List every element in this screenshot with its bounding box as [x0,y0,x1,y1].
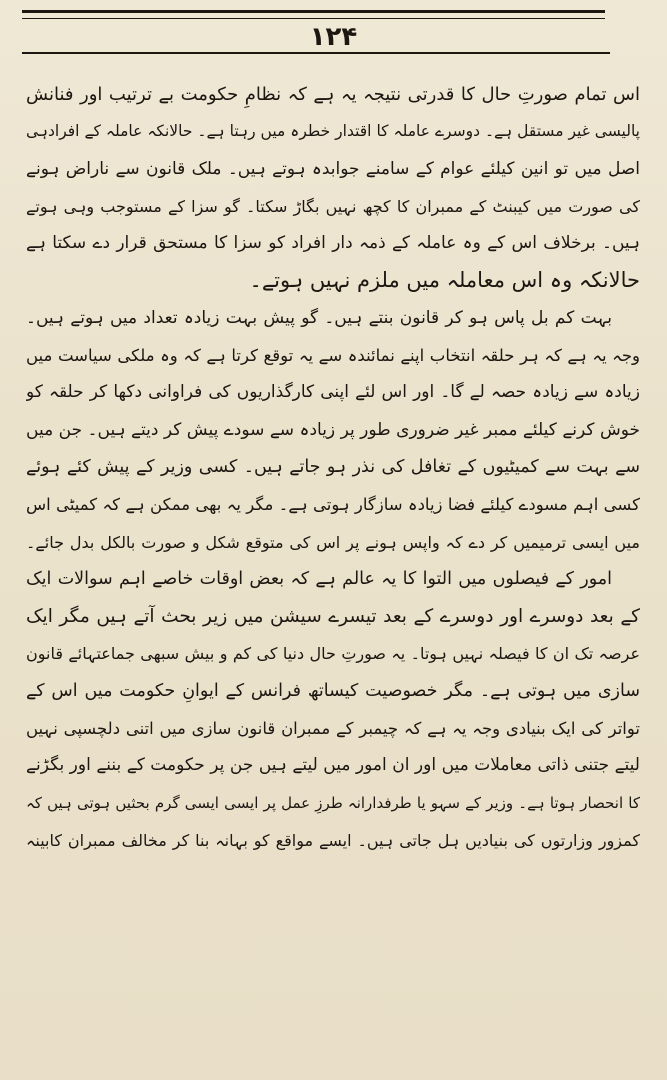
text-line: کی صورت میں کیبنٹ کے ممبران کا کچھ نہیں بگاڑ سکتا۔ گو سزا کے مستوجب وہی ہوتے [26,196,640,216]
text-line: کے بعد دوسرے اور دوسرے کے بعد تیسرے سیشن میں زیر بحث آتے ہیں مگر ایک [26,606,640,628]
text-line: کمزور وزارتوں کی بنیادیں ہل جاتی ہیں۔ ایسے مواقع کو بہانہ بنا کر مخالف ممبران کابینہ [26,830,640,850]
text-line: حالانکہ وہ اس معاملہ میں ملزم نہیں ہوتے۔ [249,268,640,293]
text-line: وجہ یہ ہے کہ ہر حلقہ انتخاب اپنے نمائندہ سے یہ توقع کرتا ہے کہ وہ ملکی سیاست میں [26,346,640,366]
text-line: امور کے فیصلوں میں التوا کا یہ عالم ہے کہ بعض اوقات خاصے اہم سوالات ایک [26,568,612,589]
text-line: کا انحصار ہوتا ہے۔ وزیر کے سہو یا طرفدارانہ طرزِ عمل پر ایسی ایسی گرم بحثیں ہوتی ہیں کہ [26,793,640,812]
text-line: لیتے جتنی ذاتی معاملات میں اور ان امور میں لیتے ہیں جن پر حکومت کے بننے اور بگڑنے [26,755,640,776]
text-line: سے بہت سے کمیٹیوں کے تغافل کی نذر ہو جاتے ہیں۔ کسی وزیر کے پیش کئے ہوئے [26,456,640,477]
text-line: اصل میں تو انین کیلئے عوام کے سامنے جوابدہ ہوتے ہیں۔ ملک قانون سے ناراض ہونے [26,158,640,179]
text-line: بہت کم بل پاس ہو کر قانون بنتے ہیں۔ گو پیش بہت زیادہ تعداد میں ہوتے ہیں۔ [26,307,612,328]
text-line: سازی میں ہوتی ہے۔ مگر خصوصیت کیساتھ فرانس کے ایوانِ حکومت میں اس کے [26,680,640,701]
text-line: پالیسی غیر مستقل ہے۔ دوسرے عاملہ کا اقتدار خطرہ میں رہتا ہے۔ حالانکہ عاملہ کے افرادہی [26,122,640,141]
body-text [26,76,640,859]
text-line: کسی اہم مسودے کیلئے فضا زیادہ سازگار ہوتی ہے۔ مگر یہ بھی ممکن ہے کہ کمیٹی اس [26,495,640,515]
page-number: ۱۲۴ [309,22,358,52]
top-rule-thick [22,10,605,13]
top-rule-thin [22,18,605,19]
text-line: تواتر کی ایک بنیادی وجہ یہ ہے کہ چیمبر کے ممبران قانون سازی میں اتنی دلچسپی نہیں [26,719,640,739]
text-line: عرصہ تک ان کا فیصلہ نہیں ہوتا۔ یہ صورتِ حال دنیا کی کم و بیش سبھی جماعتہائے قانون [26,644,640,664]
text-line: ہیں۔ برخلاف اس کے وہ عاملہ کے ذمہ دار افراد کو سزا کا مستحق قرار دے سکتا ہے [26,233,640,254]
text-line: میں ایسی ترمیمیں کر دے کہ واپس ہونے پر اس کی متوقع شکل و صورت بالکل بدل جائے۔ [26,532,640,552]
text-line: زیادہ سے زیادہ حصہ لے گا۔ اور اس لئے اپنی کارگذاریوں کی فراوانی دکھا کر حلقہ کو [26,382,640,403]
header-rule [22,52,610,54]
text-line: خوش کرنے کیلئے ممبر غیر ضروری طور پر زیادہ سے سودے پیش کر دیتے ہیں۔ جن میں [26,419,640,440]
text-line: اس تمام صورتِ حال کا قدرتی نتیجہ یہ ہے کہ نظامِ حکومت بے ترتیب اور فنانش [26,84,640,105]
